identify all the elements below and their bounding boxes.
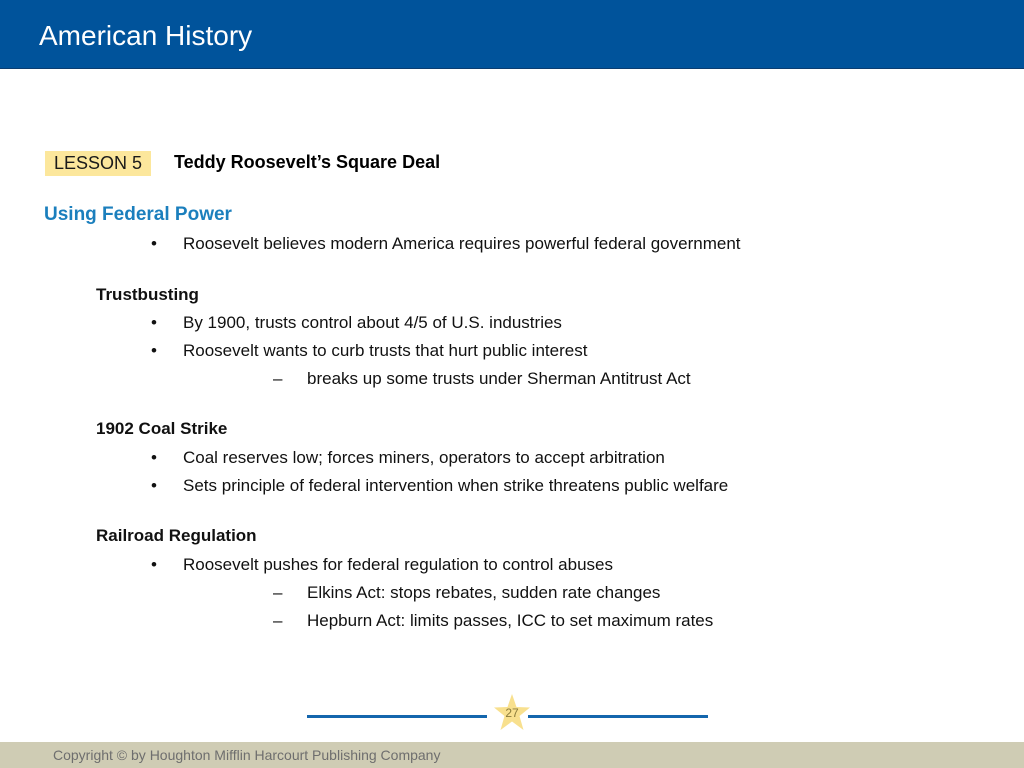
bullet-item <box>151 446 665 470</box>
bullet-item <box>151 474 728 498</box>
subheading-railroad-regulation: Railroad Regulation <box>96 526 257 545</box>
bullet-item <box>151 339 587 363</box>
subbullet-item <box>273 367 691 391</box>
bullet-marker: • <box>151 448 157 467</box>
lesson-badge-label: LESSON 5 <box>54 153 143 173</box>
bullet-item <box>151 232 741 256</box>
bullet-marker: • <box>151 341 157 360</box>
section-heading: Using Federal Power <box>44 204 232 225</box>
subbullet-text: breaks up some trusts under Sherman Antitrust Act <box>307 369 691 388</box>
dash-marker: – <box>273 369 283 388</box>
bullet-text: Roosevelt wants to curb trusts that hurt public interest <box>183 341 588 360</box>
bullet-text: Roosevelt believes modern America requires powerful federal government <box>183 234 741 253</box>
page-divider-right <box>528 715 708 718</box>
bullet-marker: • <box>151 555 157 574</box>
subbullet-text: Elkins Act: stops rebates, sudden rate changes <box>307 583 661 602</box>
subbullet-item <box>273 609 713 633</box>
bullet-item <box>151 553 613 577</box>
bullet-text: Sets principle of federal intervention when strike threatens public welfare <box>183 476 729 495</box>
dash-marker: – <box>273 611 283 630</box>
header-bar <box>0 0 1024 69</box>
bullet-marker: • <box>151 476 157 495</box>
bullet-text: By 1900, trusts control about 4/5 of U.S. industries <box>183 313 562 332</box>
lesson-title: Teddy Roosevelt’s Square Deal <box>174 152 441 172</box>
bullet-text: Roosevelt pushes for federal regulation to control abuses <box>183 555 613 574</box>
subheading-coal-strike: 1902 Coal Strike <box>96 419 228 438</box>
bullet-marker: • <box>151 234 157 253</box>
bullet-text: Coal reserves low; forces miners, operators to accept arbitration <box>183 448 665 467</box>
subbullet-text: Hepburn Act: limits passes, ICC to set maximum rates <box>307 611 714 630</box>
page-number: 27 <box>505 706 519 720</box>
header-title: American History <box>39 20 253 51</box>
bullet-marker: • <box>151 313 157 332</box>
subbullet-item <box>273 581 660 605</box>
page-divider-left <box>307 715 487 718</box>
copyright-text: Copyright © by Houghton Mifflin Harcourt Publishing Company <box>53 747 441 763</box>
dash-marker: – <box>273 583 283 602</box>
bullet-item <box>151 311 562 335</box>
subheading-trustbusting: Trustbusting <box>96 285 199 304</box>
